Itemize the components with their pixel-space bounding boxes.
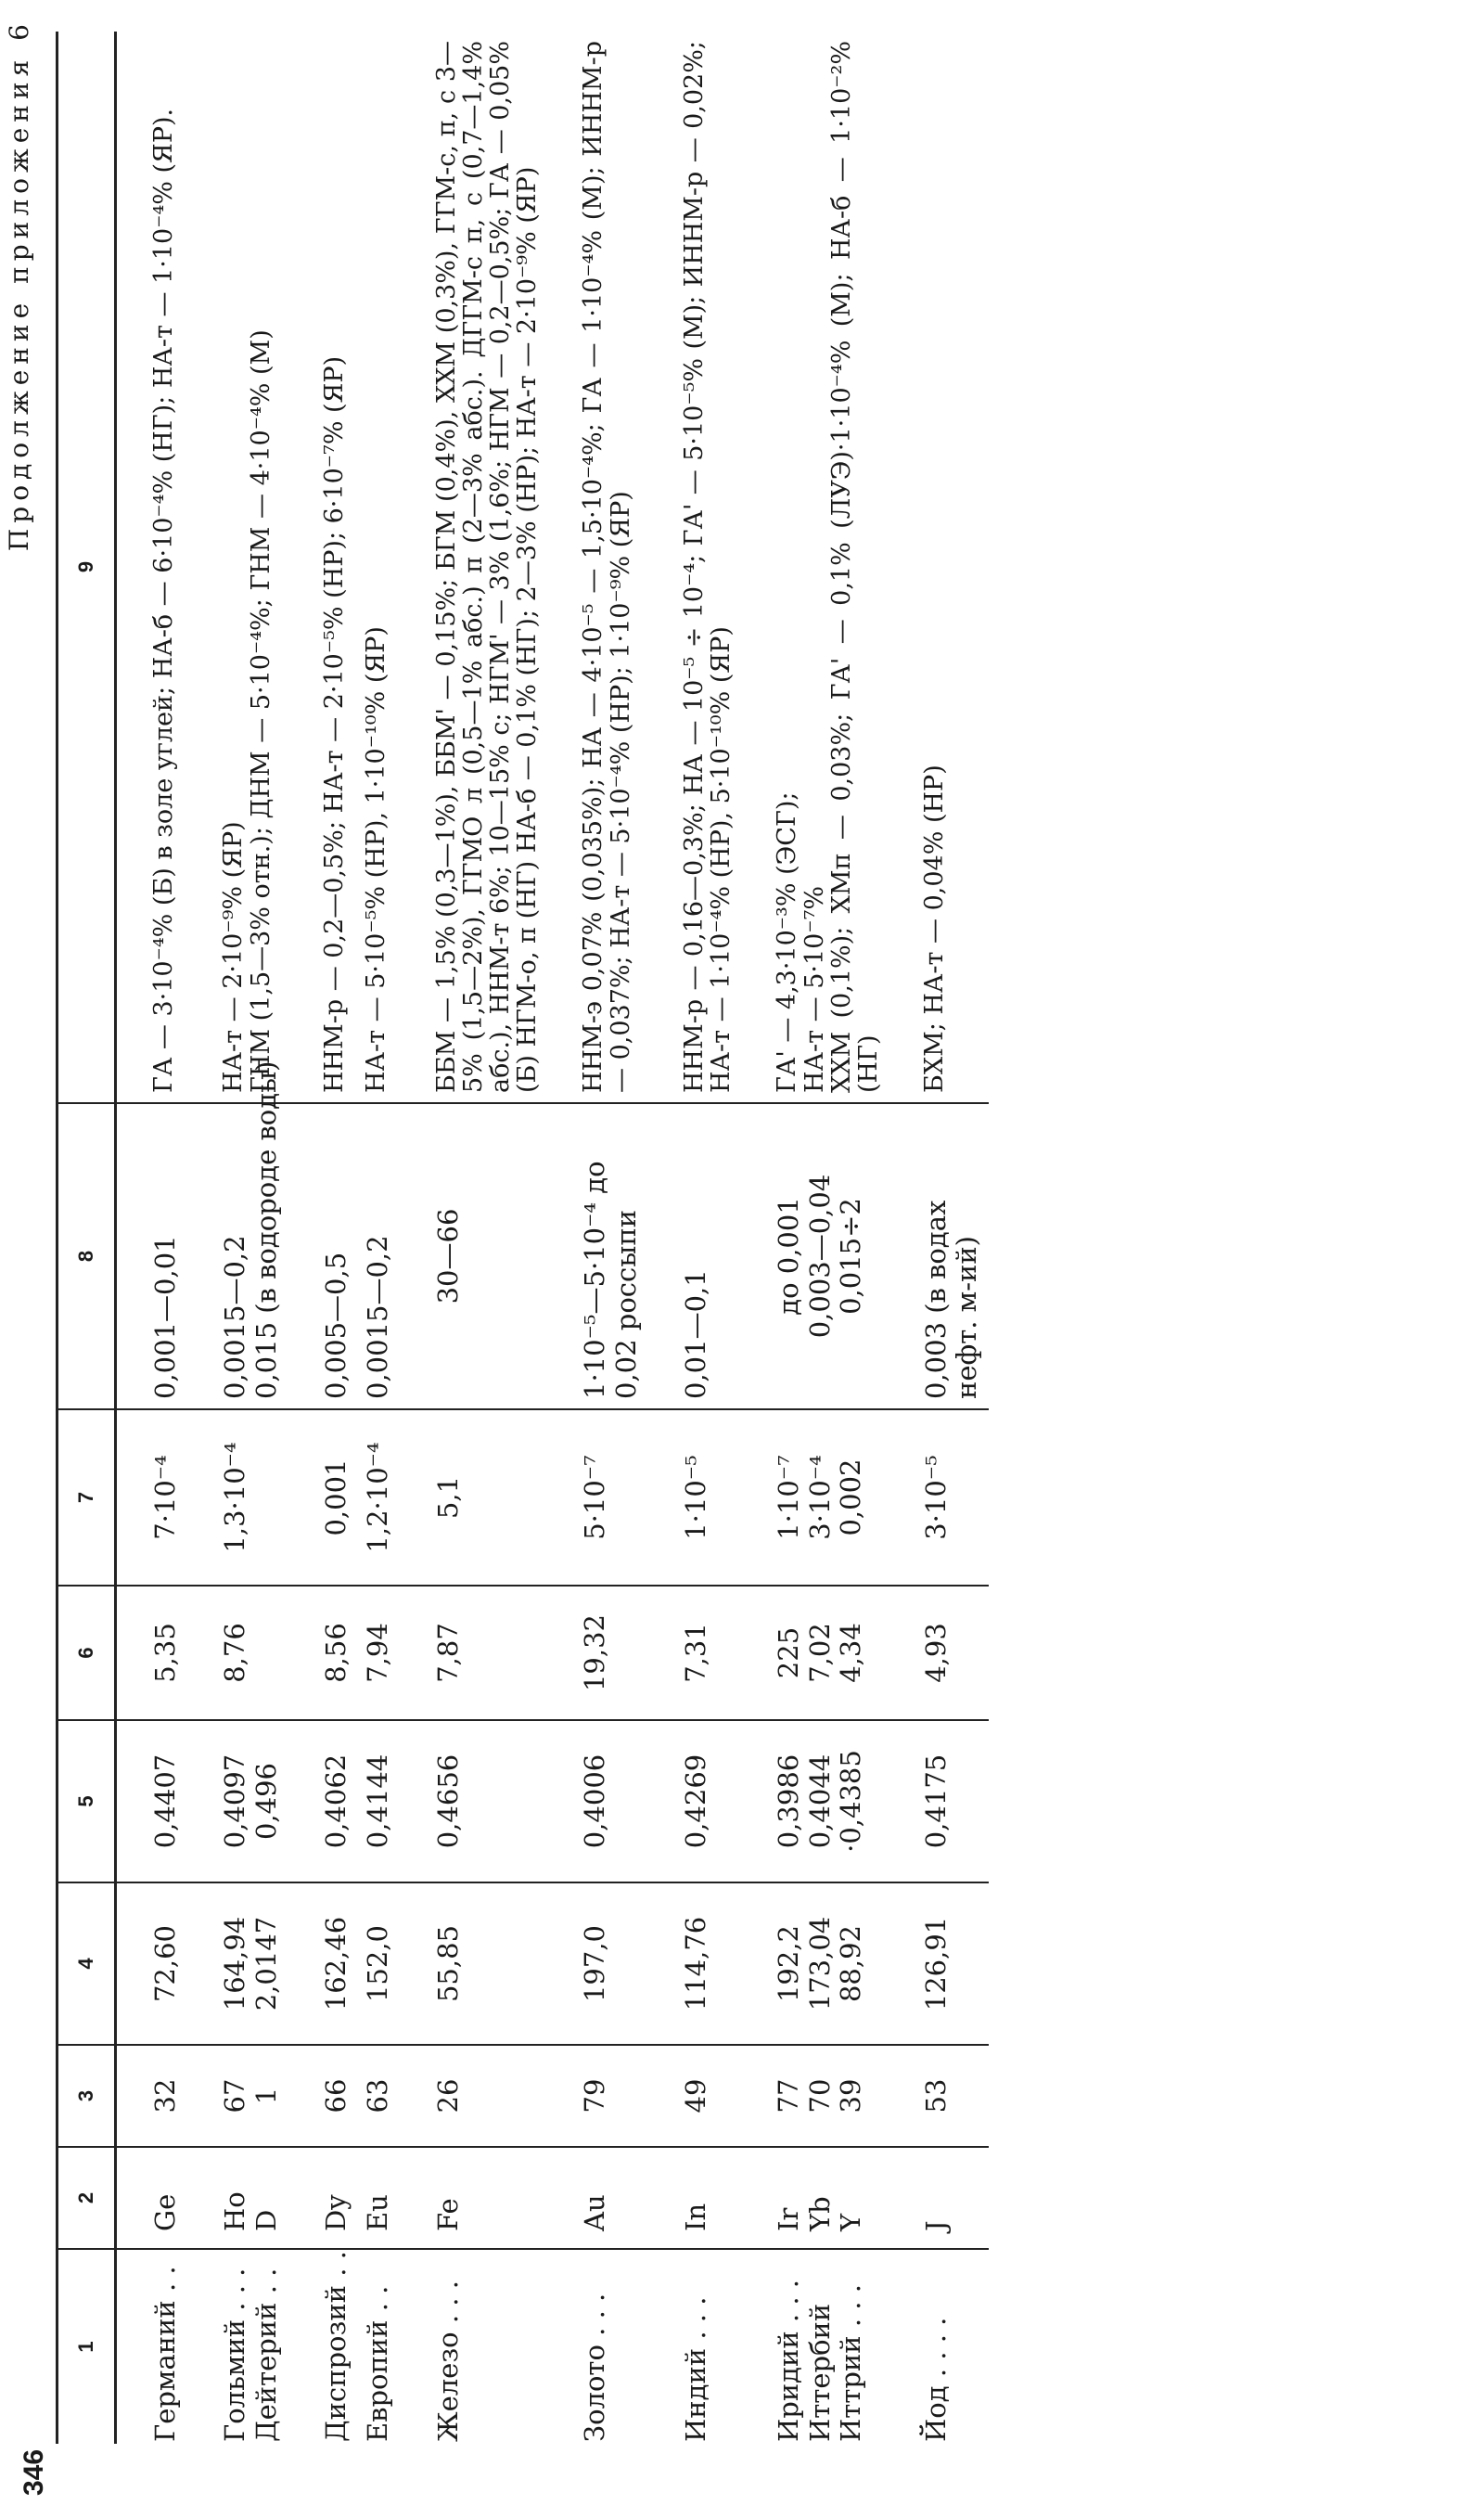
col9-value: НА-т — 2·10⁻⁹% (ЯР) ГНМ (1,5—3% отн.); ДНМ — 5·10⁻⁴%; ГНМ — 4·10⁻⁴% (М) <box>186 32 288 1103</box>
atomic-mass: 72,60 <box>116 1882 187 2045</box>
element-name: Диспрозий . . <box>320 2251 352 2442</box>
column-number: 4 <box>58 1882 116 2045</box>
element-symbol: Dy <box>288 2147 357 2249</box>
element-name: Железо . . . <box>431 2280 464 2442</box>
atomic-mass: 164,94 2,0147 <box>186 1882 288 2045</box>
col7-value: 1,2·10⁻⁴ <box>357 1409 399 1586</box>
table-row <box>400 32 547 2444</box>
column-number: 1 <box>58 2249 116 2444</box>
col8-value: 0,003 (в водах нефт. м-ий) <box>888 1103 989 1409</box>
table-row <box>546 32 647 2444</box>
col9-value: ННМ-р — 0,2—0,5%; НА-т — 2·10⁻⁵% (НР); 6·10⁻⁷% (ЯР) <box>288 32 357 1103</box>
column-number: 8 <box>58 1103 116 1409</box>
element-name: Гольмий . . . Дейтерий . . <box>219 2267 282 2442</box>
atomic-mass: 152,0 <box>357 1882 399 2045</box>
col6-value: 4,93 <box>888 1586 989 1720</box>
col8-value: 0,001—0,01 <box>116 1103 187 1409</box>
atomic-number: 79 <box>546 2045 647 2147</box>
element-symbol: J <box>888 2147 989 2249</box>
col5-value: 0,4175 <box>888 1720 989 1882</box>
col9-value: БХМ; НА-т — 0,04% (НР) <box>888 32 989 1103</box>
col9-value: НА-т — 5·10⁻⁵% (НР), 1·10⁻¹⁰% (ЯР) <box>357 32 399 1103</box>
table-row <box>116 32 187 2444</box>
atomic-mass: 114,76 <box>647 1882 740 2045</box>
col6-value: 5,35 <box>116 1586 187 1720</box>
col6-value: 8,76 <box>186 1586 288 1720</box>
column-number-row <box>58 32 116 2444</box>
col5-value: 0,4062 <box>288 1720 357 1882</box>
table-row <box>186 32 288 2444</box>
col5-value: 0,4006 <box>546 1720 647 1882</box>
col7-value: 1·10⁻⁵ <box>647 1409 740 1586</box>
element-symbol: Fe <box>400 2147 547 2249</box>
element-symbol: Ho D <box>186 2147 288 2249</box>
col7-value: 1·10⁻⁷ 3·10⁻⁴ 0,002 <box>740 1409 888 1586</box>
element-symbol: Ir Yb Y <box>740 2147 888 2249</box>
col6-value: 225 7,02 4,34 <box>740 1586 888 1720</box>
page-number: 346 <box>19 2448 49 2496</box>
element-symbol: In <box>647 2147 740 2249</box>
atomic-number: 67 1 <box>186 2045 288 2147</box>
col6-value: 7,31 <box>647 1586 740 1720</box>
atomic-mass: 192,2 173,04 88,92 <box>740 1882 888 2045</box>
atomic-number: 63 <box>357 2045 399 2147</box>
col9-value: ННМ-р — 0,16—0,3%; НА — 10⁻⁵ ÷ 10⁻⁴; ГА' — 5·10⁻⁵% (М); ИННМ-р — 0,02%; НА-т — 1·10⁻⁴% (НР), 5·10⁻¹⁰% (ЯР) <box>647 32 740 1103</box>
col8-value: 0,0015—0,2 <box>357 1103 399 1409</box>
col5-value: 0,4144 <box>357 1720 399 1882</box>
col7-value: 5,1 <box>400 1409 547 1586</box>
col8-value: 1·10⁻⁵—5·10⁻⁴ до 0,02 россыпи <box>546 1103 647 1409</box>
column-number: 7 <box>58 1409 116 1586</box>
data-table <box>56 32 989 2444</box>
atomic-number: 66 <box>288 2045 357 2147</box>
table-row <box>357 32 399 2444</box>
col9-value: ГА — 3·10⁻⁴% (Б) в золе углей; НА-б — 6·10⁻⁴% (НГ); НА-т — 1·10⁻⁴% (ЯР). <box>116 32 187 1103</box>
element-name: Европий . . <box>362 2285 394 2442</box>
col8-value: 30—66 <box>400 1103 547 1409</box>
element-name: Индий . . . <box>680 2296 712 2442</box>
table-row <box>740 32 888 2444</box>
col8-value: 0,0015—0,2 0,015 (в водороде воды) <box>186 1103 288 1409</box>
element-name: Иридий . . . Иттербий Иттрий . . . <box>773 2279 867 2442</box>
column-number: 2 <box>58 2147 116 2249</box>
column-number: 9 <box>58 32 116 1103</box>
atomic-mass: 162,46 <box>288 1882 357 2045</box>
col9-value: ББМ — 1,5% (0,3—1%), ББМ' — 0,15%; БГМ (0,4%), ХХМ (0,3%), ГГМ-с, п, с 3—5% (1,5—2%), ГГМО л (0,5—1% абс.) п (2—3% абс.). ДГГМ-с п, с (0,7—1,4% абс.), ННМ-т 6%; 10—15% с; НГМ' — 3% (1,6%; НГМ — 0,2—0,5%; ГА — 0,05% (Б) НГМ-о, п (НГ) НА-б — 0,1% (НГ); 2—3% (НР); НА-т — 2·10⁻⁹% (ЯР) <box>400 32 547 1103</box>
atomic-number: 53 <box>888 2045 989 2147</box>
col6-value: 7,94 <box>357 1586 399 1720</box>
col8-value: 0,01—0,1 <box>647 1103 740 1409</box>
atomic-number: 77 70 39 <box>740 2045 888 2147</box>
atomic-mass: 126,91 <box>888 1882 989 2045</box>
table-row <box>288 32 357 2444</box>
element-symbol: Eu <box>357 2147 399 2249</box>
atomic-number: 26 <box>400 2045 547 2147</box>
col6-value: 8,56 <box>288 1586 357 1720</box>
col7-value: 0,001 <box>288 1409 357 1586</box>
element-symbol: Au <box>546 2147 647 2249</box>
col5-value: 0,4269 <box>647 1720 740 1882</box>
col5-value: 0,4407 <box>116 1720 187 1882</box>
element-name: Йод . . . . <box>919 2317 952 2442</box>
col7-value: 7·10⁻⁴ <box>116 1409 187 1586</box>
col8-value: 0,005—0,5 <box>288 1103 357 1409</box>
element-symbol: Ge <box>116 2147 187 2249</box>
atomic-mass: 197,0 <box>546 1882 647 2045</box>
col6-value: 19,32 <box>546 1586 647 1720</box>
col8-value: до 0,001 0,003—0,04 0,015÷2 <box>740 1103 888 1409</box>
col7-value: 1,3·10⁻⁴ <box>186 1409 288 1586</box>
continuation-label: Продолжение приложения 6 <box>4 19 34 552</box>
atomic-number: 32 <box>116 2045 187 2147</box>
col7-value: 5·10⁻⁷ <box>546 1409 647 1586</box>
col6-value: 7,87 <box>400 1586 547 1720</box>
col9-value: ННМ-э 0,07% (0,035%); НА — 4·10⁻⁵ — 1,5·10⁻⁴%; ГА — 1·10⁻⁴% (М); ИННМ-р — 0,037%; НА-т — 5·10⁻⁴% (НР); 1·10⁻⁹% (ЯР) <box>546 32 647 1103</box>
column-number: 6 <box>58 1586 116 1720</box>
col7-value: 3·10⁻⁵ <box>888 1409 989 1586</box>
col5-value: 0,4656 <box>400 1720 547 1882</box>
atomic-number: 49 <box>647 2045 740 2147</box>
table-row <box>888 32 989 2444</box>
table-row <box>647 32 740 2444</box>
column-number: 3 <box>58 2045 116 2147</box>
atomic-mass: 55,85 <box>400 1882 547 2045</box>
element-name: Золото . . . <box>579 2293 611 2442</box>
element-name: Германий . . <box>149 2266 181 2442</box>
col5-value: 0,4097 0,496 <box>186 1720 288 1882</box>
col9-value: ГА' — 4,3·10⁻³% (ЭСГ); НА-т — 5·10⁻⁷% ХХМ (0,1%); ХМп — 0,03%; ГА' — 0,1% (ЛУЭ)·1·10⁻⁴% (М); НА-б — 1·10⁻²% (НГ) <box>740 32 888 1103</box>
col5-value: 0,3986 0,4044 ·0,4385 <box>740 1720 888 1882</box>
column-number: 5 <box>58 1720 116 1882</box>
